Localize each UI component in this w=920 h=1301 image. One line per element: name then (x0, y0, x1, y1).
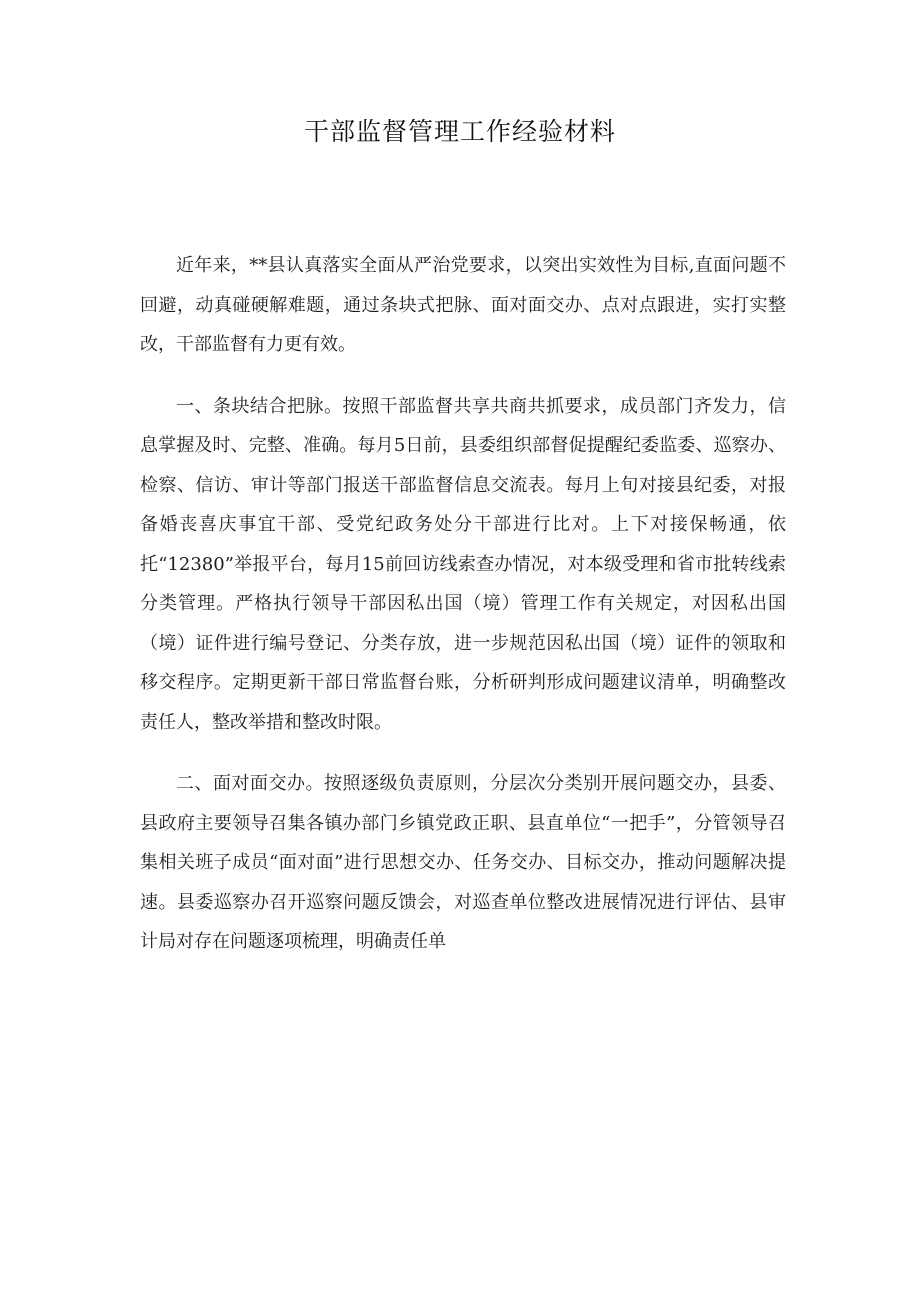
paragraph-section-one: 一、条块结合把脉。按照干部监督共享共商共抓要求，成员部门齐发力，信息掌握及时、完整、准确。每月5日前，县委组织部督促提醒纪委监委、巡察办、检察、信访、审计等部门报送干部监督信息交流表。每月上旬对接县纪委，对报备婚丧喜庆事宜干部、受党纪政务处分干部进行比对。上下对接保畅通，依托“12380”举报平台，每月15前回访线索查办情况，对本级受理和省市批转线索分类管理。严格执行领导干部因私出国（境）管理工作有关规定，对因私出国（境）证件进行编号登记、分类存放，进一步规范因私出国（境）证件的领取和移交程序。定期更新干部日常监督台账，分析研判形成问题建议清单，明确整改责任人，整改举措和整改时限。 (140, 395, 786, 733)
document-title: 干部监督管理工作经验材料 (303, 117, 616, 146)
paragraph-intro: 近年来，**县认真落实全面从严治党要求，以突出实效性为目标,直面问题不回避，动真碰硬解难题，通过条块式把脉、面对面交办、点对点跟进，实打实整改，干部监督有力更有效。 (140, 255, 786, 355)
paragraph-section-two: 二、面对面交办。按照逐级负责原则，分层次分类别开展问题交办，县委、县政府主要领导召集各镇办部门乡镇党政正职、县直单位“一把手”，分管领导召集相关班子成员“面对面”进行思想交办、任务交办、目标交办，推动问题解决提速。县委巡察办召开巡察问题反馈会，对巡查单位整改进展情况进行评估、县审计局对存在问题逐项梳理，明确责任单 (140, 773, 786, 952)
document-body (140, 246, 786, 984)
